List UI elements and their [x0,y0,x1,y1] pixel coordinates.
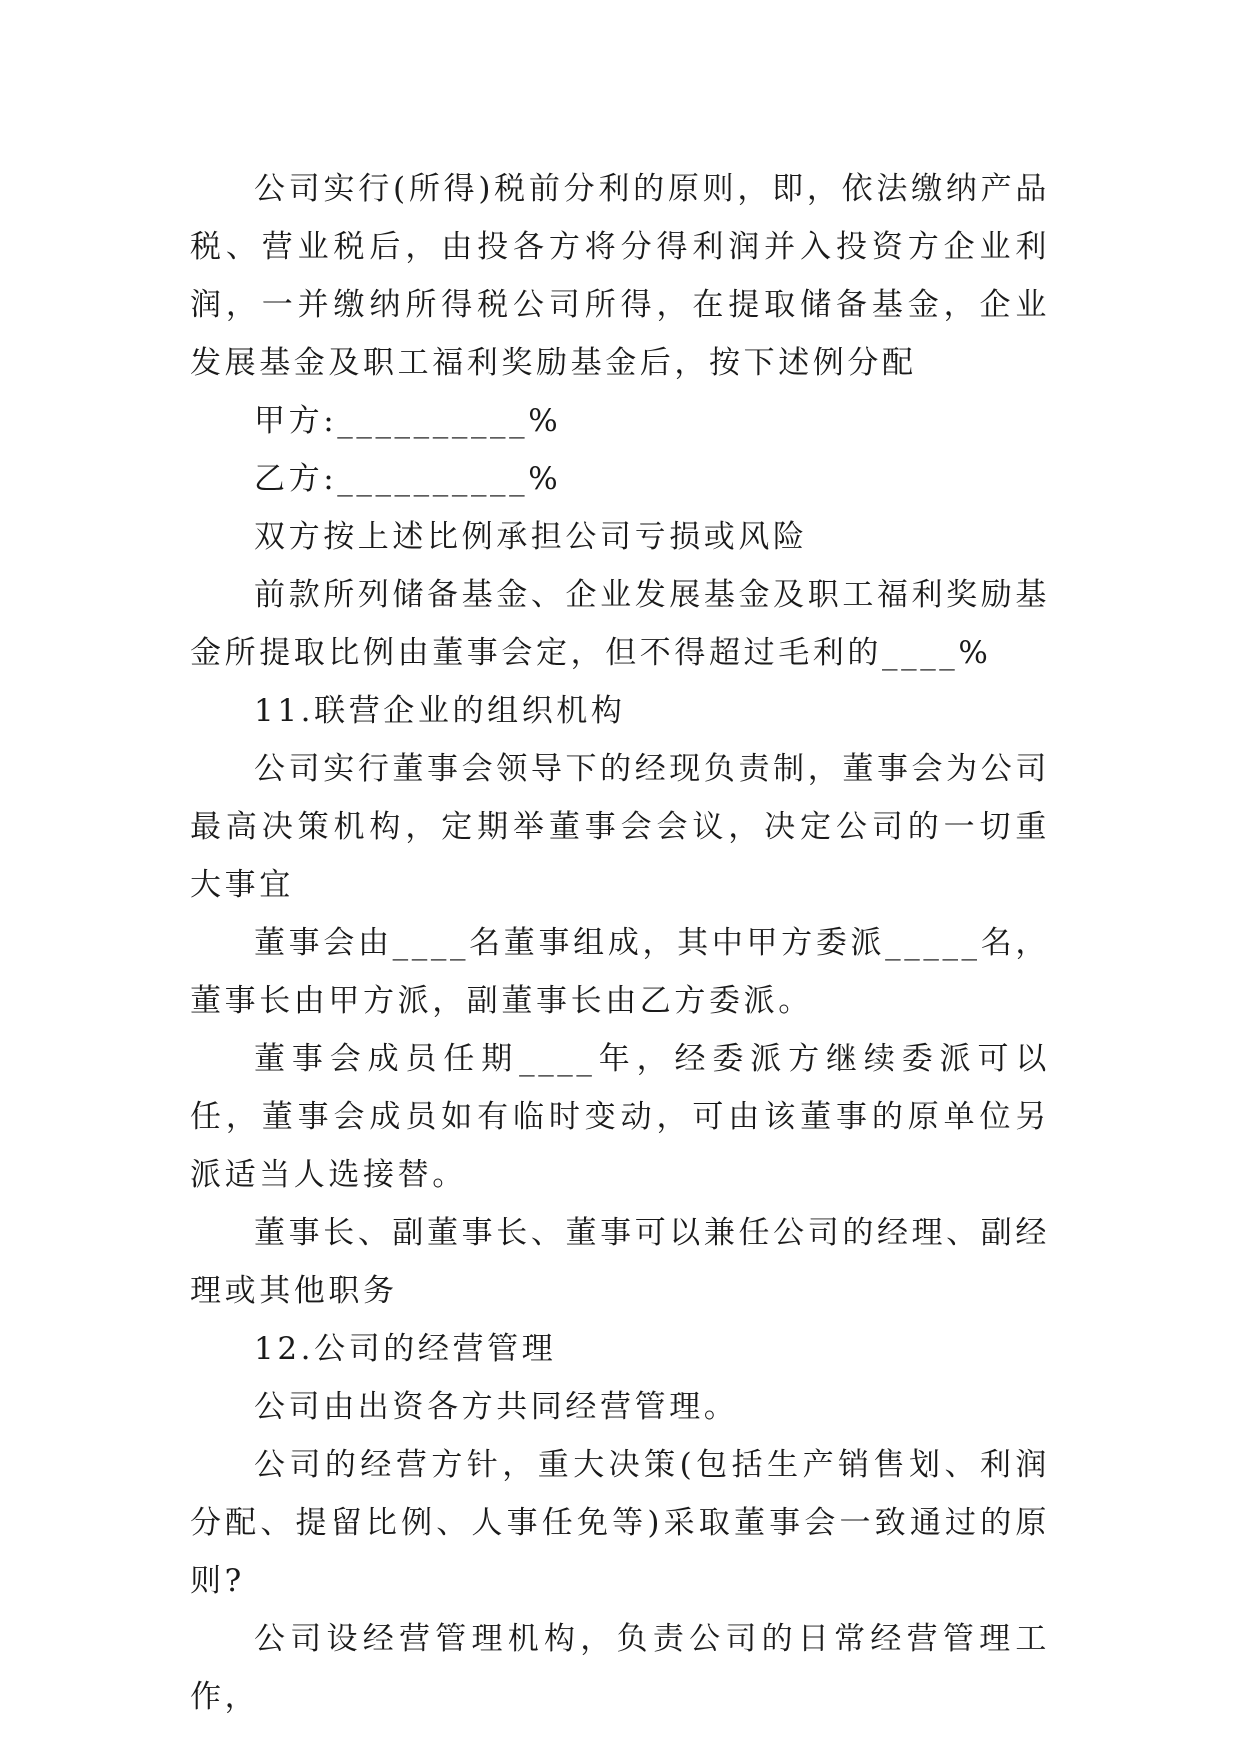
paragraph-party-a-share: 甲方:__________% [254,403,562,439]
section-heading-organization: 11.联营企业的组织机构 [254,693,626,729]
paragraph-board-term: 董事会成员任期____年，经委派方继续委派可以任，董事会成员如有临时变动，可由该董事的原单位另派适当人选接替。 [190,1041,1050,1193]
paragraph-profit-distribution-principle: 公司实行(所得)税前分利的原则，即，依法缴纳产品税、营业税后，由投各方将分得利润并入投资方企业利润，一并缴纳所得税公司所得，在提取储备基金，企业发展基金及职工福利奖励基金后，按下述例分配 [190,171,1050,381]
document-body [190,160,1050,1726]
paragraph-party-b-share: 乙方:__________% [254,461,562,497]
paragraph-loss-sharing: 双方按上述比例承担公司亏损或风险 [254,519,808,555]
paragraph-board-system: 公司实行董事会领导下的经现负责制，董事会为公司最高决策机构，定期举董事会会议，决定公司的一切重大事宜 [190,751,1050,903]
paragraph-major-decisions: 公司的经营方针，重大决策(包括生产销售划、利润分配、提留比例、人事任免等)采取董事会一致通过的原则? [190,1447,1050,1599]
section-heading-management: 12.公司的经营管理 [254,1331,557,1367]
paragraph-board-composition: 董事会由____名董事组成，其中甲方委派_____名，董事长由甲方派，副董事长由乙方委派。 [190,925,1050,1019]
paragraph-reserve-fund-ratio: 前款所列储备基金、企业发展基金及职工福利奖励基金所提取比例由董事会定，但不得超过毛利的____% [190,577,1050,671]
paragraph-joint-management: 公司由出资各方共同经营管理。 [254,1389,739,1425]
paragraph-concurrent-positions: 董事长、副董事长、董事可以兼任公司的经理、副经理或其他职务 [190,1215,1050,1309]
paragraph-management-body: 公司设经营管理机构，负责公司的日常经营管理工作， [190,1621,1050,1715]
